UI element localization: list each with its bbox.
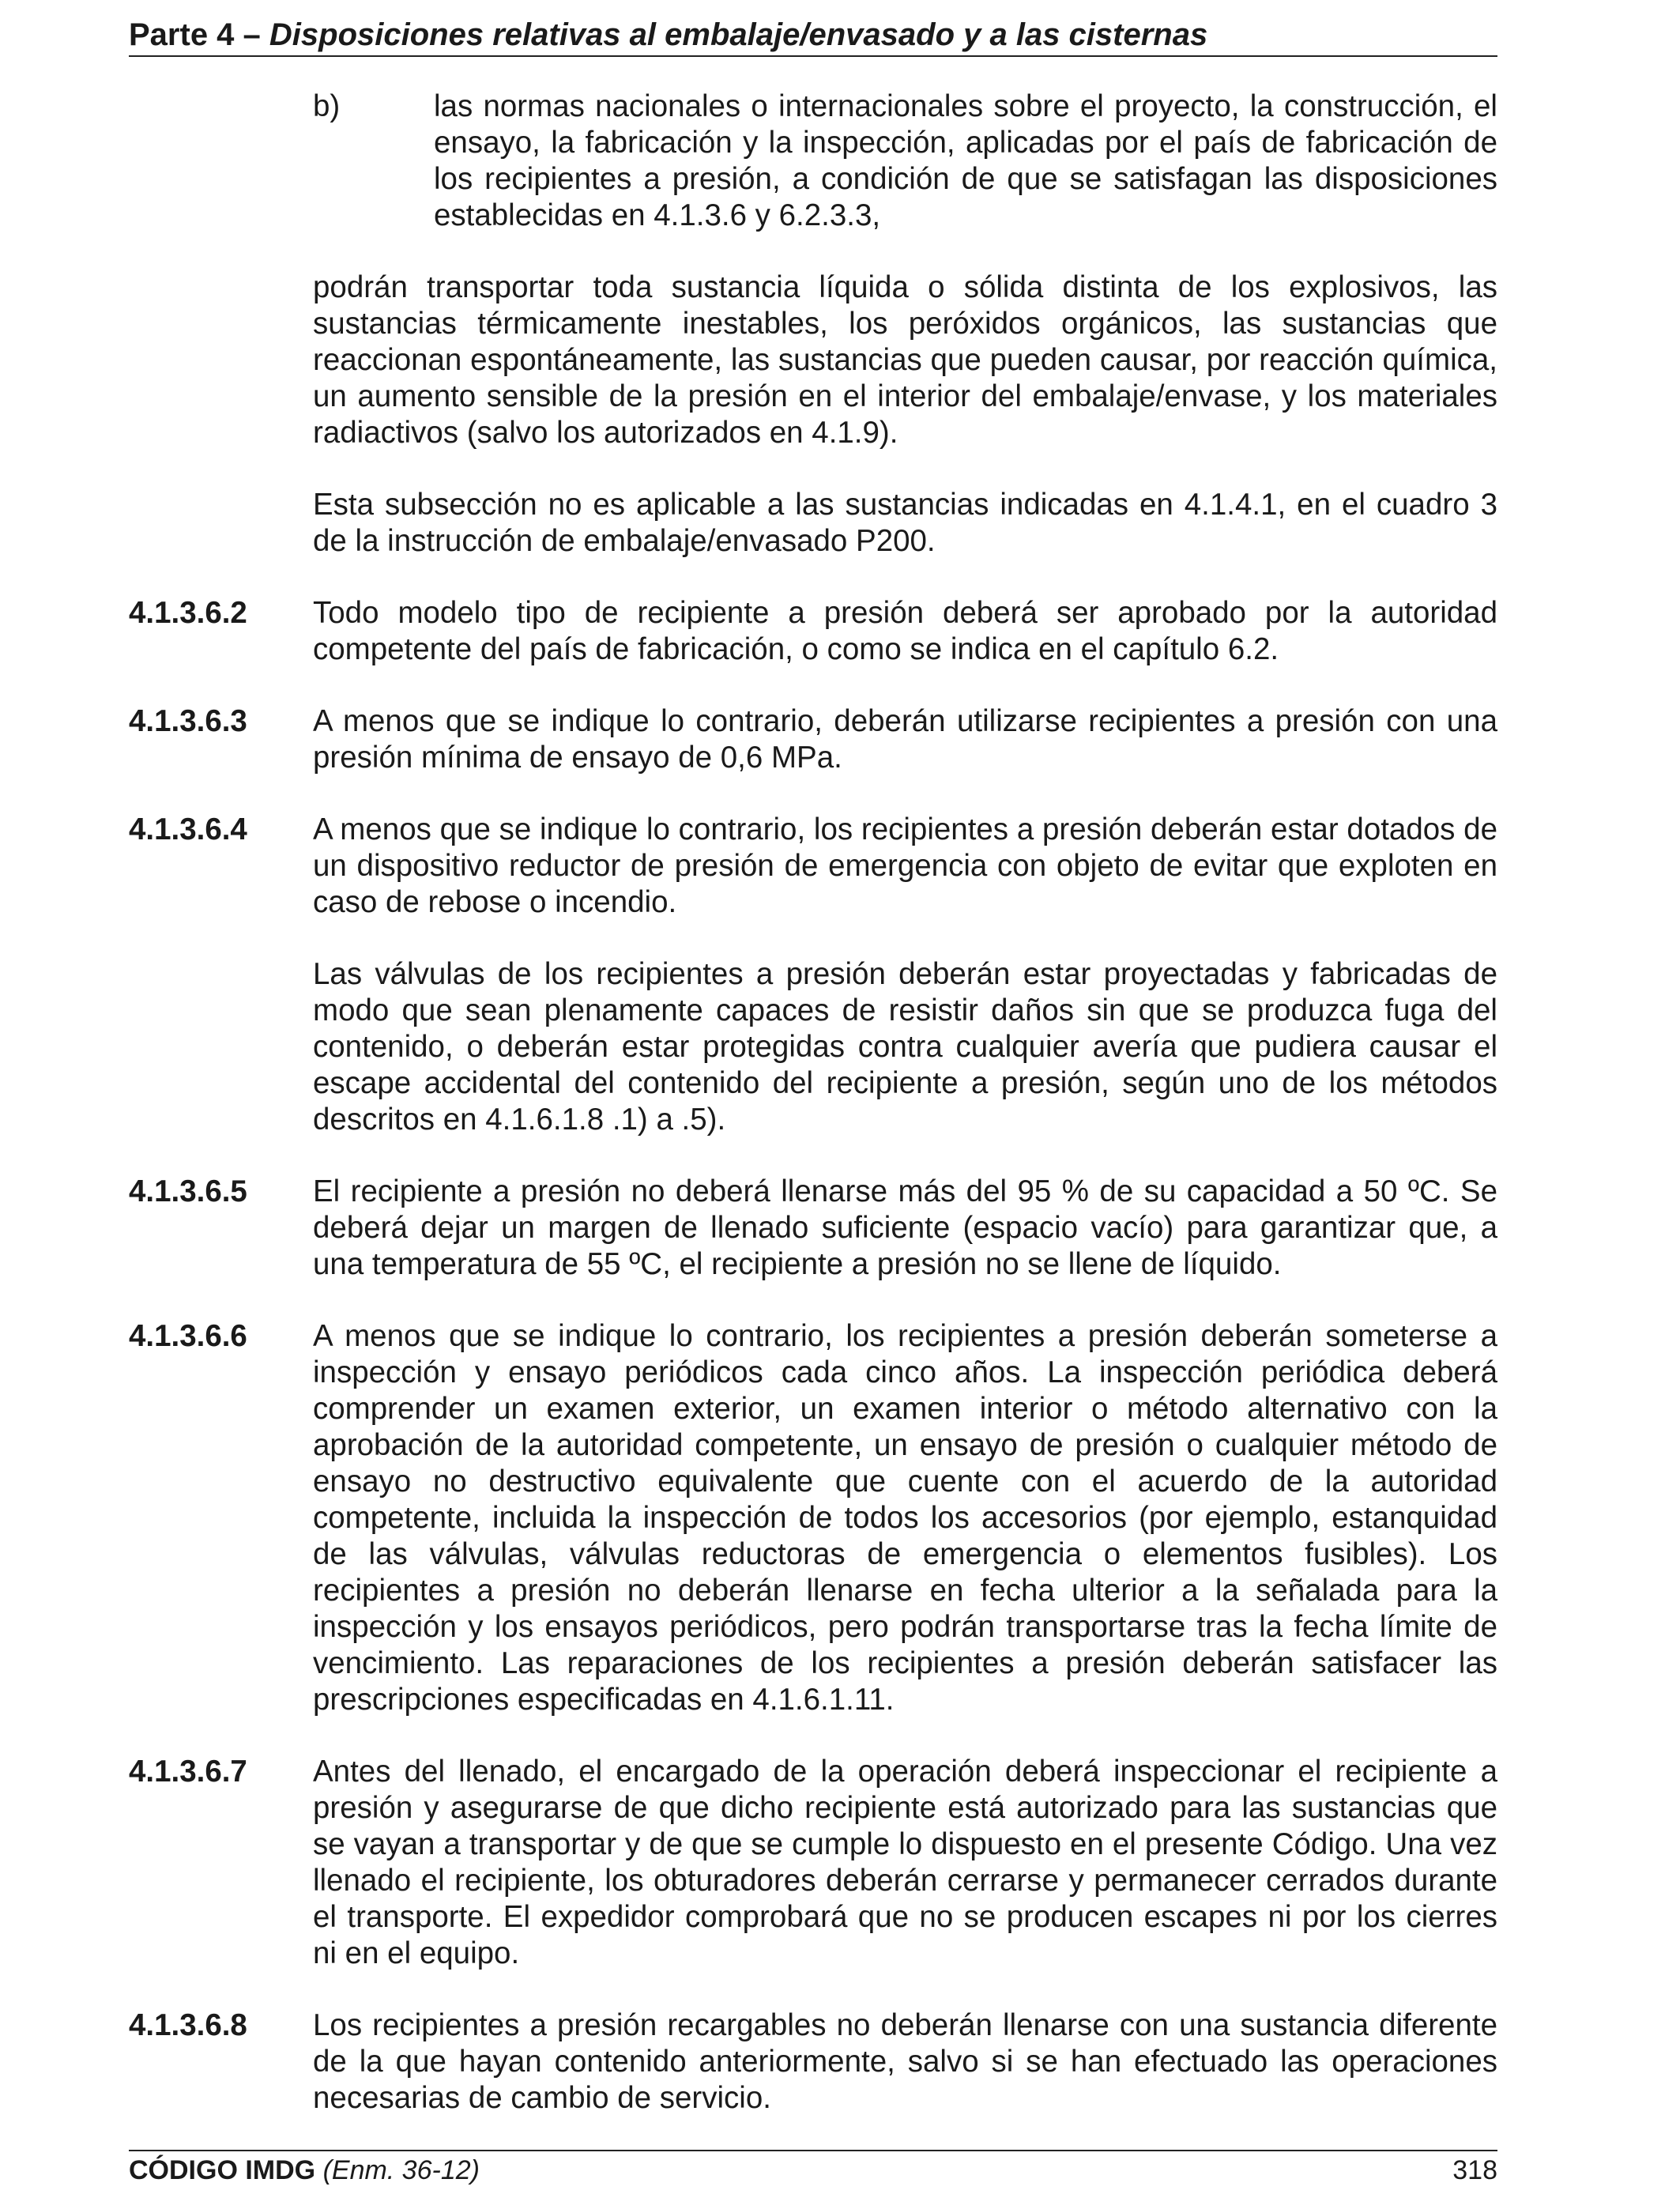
- section-paragraph: Las válvulas de los recipientes a presión deberán estar proyectadas y fabricadas de modo que sean plenamente capaces de resistir daños sin que se produzca fuga del contenido, o deberán estar protegidas contra cualquier avería que pudiera causar el escape accidental del contenido del recipiente a presión, según uno de los métodos descritos en 4.1.6.1.8 .1) a .5).: [313, 957, 1497, 1137]
- intro-paragraph-2: Esta subsección no es aplicable a las sustancias indicadas en 4.1.4.1, en el cuadro 3 de la instrucción de embalaje/envasado P200.: [313, 488, 1497, 558]
- section-number: 4.1.3.6.5: [129, 1174, 247, 1208]
- section-body: [313, 1318, 1497, 1718]
- section-number: 4.1.3.6.8: [129, 2008, 247, 2042]
- section-paragraph: A menos que se indique lo contrario, los recipientes a presión deberán estar dotados de un dispositivo reductor de presión de emergencia con objeto de evitar que exploten en caso de rebose o incendio.: [313, 812, 1497, 919]
- section-number: 4.1.3.6.7: [129, 1755, 247, 1789]
- section-paragraph: Antes del llenado, el encargado de la operación deberá inspeccionar el recipiente a presión y asegurarse de que dicho recipiente está autorizado para las sustancias que se vayan a transportar y de que se cumple lo dispuesto en el presente Código. Una vez llenado el recipiente, los obturadores deberán cerrarse y permanecer cerrados durante el transporte. El expedidor comprobará que no se producen escapes ni por los cierres ni en el equipo.: [313, 1755, 1497, 1970]
- section-paragraph: A menos que se indique lo contrario, los recipientes a presión deberán someterse a inspección y ensayo periódicos cada cinco años. La inspección periódica deberá comprender un examen exterior, un examen interior o método alternativo con la aprobación de la autoridad competente, un ensayo de presión o cualquier método de ensayo no destructivo equivalente que cuente con el acuerdo de la autoridad competente, incluida la inspección de todos los accesorios (por ejemplo, estanquidad de las válvulas, válvulas reductoras de emergencia o elementos fusibles). Los recipientes a presión no deberán llenarse en fecha ulterior a la señalada para la inspección y los ensayos periódicos, pero podrán transportarse tras la fecha límite de vencimiento. Las reparaciones de los recipientes a presión deberán satisfacer las prescripciones especificadas en 4.1.6.1.11.: [313, 1319, 1497, 1717]
- section-paragraph: Todo modelo tipo de recipiente a presión deberá ser aprobado por la autoridad competente del país de fabricación, o como se indica en el capítulo 6.2.: [313, 596, 1497, 666]
- footer-edition: (Enm. 36-12): [322, 2155, 480, 2185]
- section-body: [313, 2007, 1497, 2117]
- page-number: 318: [1452, 2155, 1497, 2185]
- section-body: [313, 1174, 1497, 1283]
- section-paragraph: A menos que se indique lo contrario, deberán utilizarse recipientes a presión con una presión mínima de ensayo de 0,6 MPa.: [313, 704, 1497, 775]
- list-item-b: [313, 89, 1497, 234]
- page-footer: [129, 2150, 1497, 2186]
- page-header: [129, 14, 1497, 57]
- list-item-text: las normas nacionales o internacionales sobre el proyecto, la construcción, el ensayo, la fabricación y la inspección, aplicadas por el país de fabricación de los recipientes a presión, a condición de que se satisfagan las disposiciones establecidas en 4.1.3.6 y 6.2.3.3,: [434, 89, 1497, 232]
- document-body: [129, 89, 1497, 2152]
- section-body: [313, 595, 1497, 668]
- section-paragraph: El recipiente a presión no deberá llenarse más del 95 % de su capacidad a 50 ºC. Se deberá dejar un margen de llenado suficiente (espacio vacío) para garantizar que, a una temperatura de 55 ºC, el recipiente a presión no se llene de líquido.: [313, 1174, 1497, 1281]
- section-body: [313, 1754, 1497, 1972]
- section-4-1-3-6-7: [129, 1754, 1497, 1972]
- section-number: 4.1.3.6.6: [129, 1319, 247, 1353]
- section-4-1-3-6-8: [129, 2007, 1497, 2117]
- footer-code: CÓDIGO IMDG: [129, 2155, 316, 2185]
- section-paragraph: Los recipientes a presión recargables no deberán llenarse con una sustancia diferente de la que hayan contenido anteriormente, salvo si se han efectuado las operaciones necesarias de cambio de servicio.: [313, 2008, 1497, 2115]
- section-number: 4.1.3.6.3: [129, 704, 247, 738]
- intro-paragraph-1: podrán transportar toda sustancia líquida o sólida distinta de los explosivos, las sustancias térmicamente inestables, los peróxidos orgánicos, las sustancias que reaccionan espontáneamente, las sustancias que pueden causar, por reacción química, un aumento sensible de la presión en el interior del embalaje/envase, y los materiales radiactivos (salvo los autorizados en 4.1.9).: [313, 270, 1497, 450]
- section-body: [313, 703, 1497, 776]
- section-number: 4.1.3.6.2: [129, 596, 247, 630]
- section-4-1-3-6-6: [129, 1318, 1497, 1718]
- section-4-1-3-6-2: [129, 595, 1497, 668]
- section-number: 4.1.3.6.4: [129, 812, 247, 846]
- section-4-1-3-6-4: [129, 812, 1497, 1138]
- section-4-1-3-6-5: [129, 1174, 1497, 1283]
- list-marker: b): [313, 89, 341, 123]
- header-part: Parte 4 –: [129, 17, 261, 52]
- footer-code-label: [129, 2154, 480, 2186]
- header-title: Disposiciones relativas al embalaje/envasado y a las cisternas: [269, 17, 1208, 52]
- section-body: [313, 812, 1497, 1138]
- section-4-1-3-6-3: [129, 703, 1497, 776]
